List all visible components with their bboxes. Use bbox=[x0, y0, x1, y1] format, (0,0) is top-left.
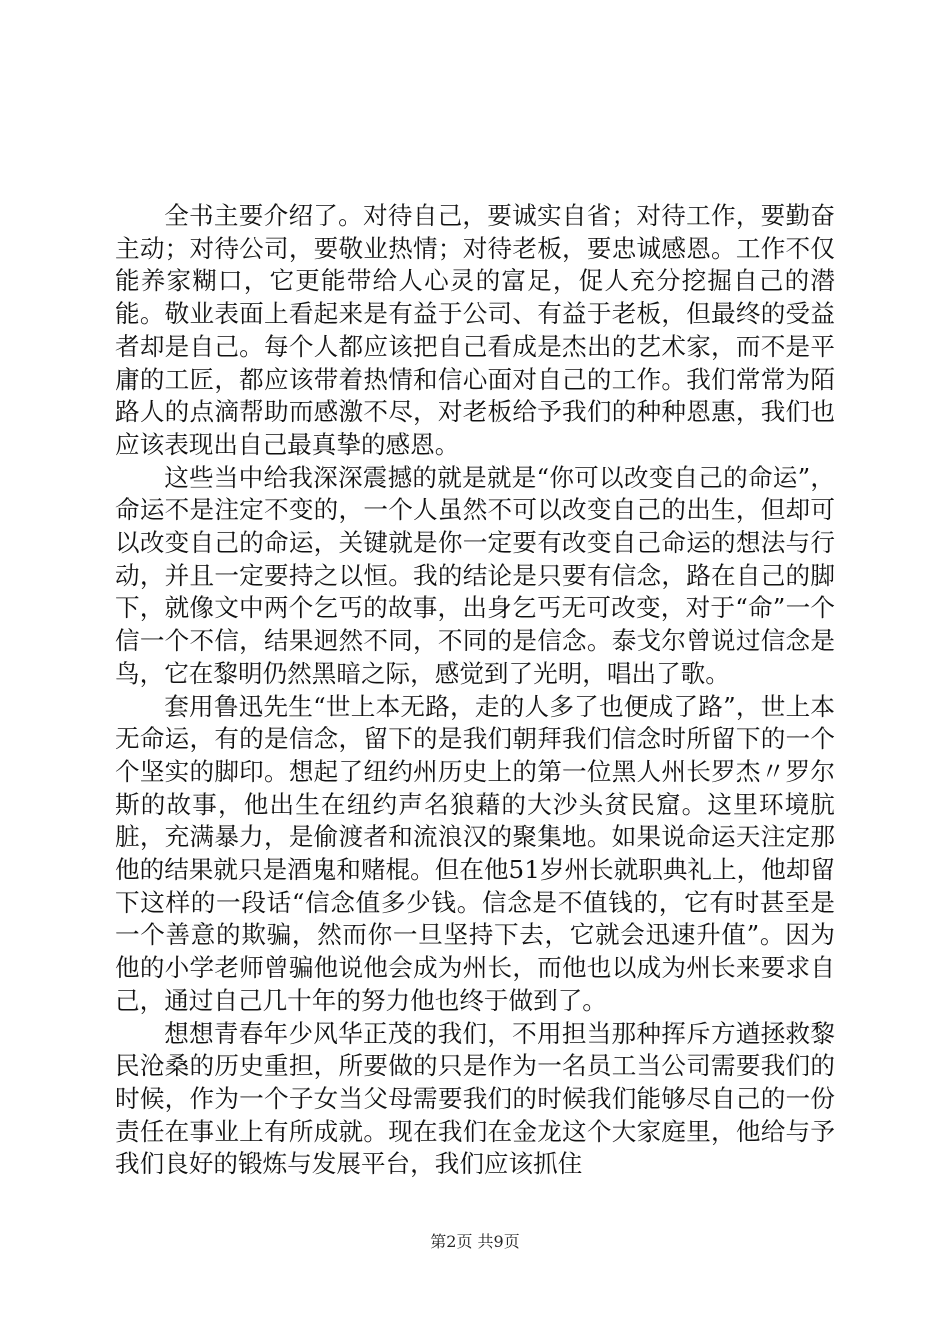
paragraph-1: 全书主要介绍了。对待自己，要诚实自省；对待工作，要勤奋主动；对待公司，要敬业热情；对待老板，要忠诚感恩。工作不仅能养家糊口，它更能带给人心灵的富足，促人充分挖掘自己的潜能。敬业表面上看起来是有益于公司、有益于老板，但最终的受益者却是自己。每个人都应该把自己看成是杰出的艺术家，而不是平庸的工匠，都应该带着热情和信心面对自己的工作。我们常常为陌路人的点滴帮助而感激不尽，对老板给予我们的种种恩惠，我们也应该表现出自己最真挚的感恩。 bbox=[115, 201, 835, 459]
paragraph-3: 套用鲁迅先生“世上本无路，走的人多了也便成了路”，世上本无命运，有的是信念，留下的是我们朝拜我们信念时所留下的一个个坚实的脚印。想起了纽约州历史上的第一位黑人州长罗杰〃罗尔斯的故事，他出生在纽约声名狼藉的大沙头贫民窟。这里环境肮脏，充满暴力，是偷渡者和流浪汉的聚集地。如果说命运天注定那他的结果就只是酒鬼和赌棍。但在他51岁州长就职典礼上，他却留下这样的一段话“信念值多少钱。信念是不值钱的，它有时甚至是一个善意的欺骗，然而你一旦坚持下去，它就会迅速升值”。因为他的小学老师曾骗他说他会成为州长，而他也以成为州长来要求自己，通过自己几十年的努力他也终于做到了。 bbox=[115, 691, 835, 1015]
page-number-footer: 第2页 共9页 bbox=[430, 1232, 520, 1251]
paragraph-2: 这些当中给我深深震撼的就是就是“你可以改变自己的命运”，命运不是注定不变的，一个人虽然不可以改变自己的出生，但却可以改变自己的命运，关键就是你一定要有改变自己命运的想法与行动，并且一定要持之以恒。我的结论是只要有信念，路在自己的脚下，就像文中两个乞丐的故事，出身乞丐无可改变，对于“命”一个信一个不信，结果迥然不同，不同的是信念。泰戈尔曾说过信念是鸟，它在黎明仍然黑暗之际，感觉到了光明，唱出了歌。 bbox=[115, 462, 835, 688]
document-body bbox=[115, 200, 835, 1181]
paragraph-4: 想想青春年少风华正茂的我们，不用担当那种挥斥方遒拯救黎民沧桑的历史重担，所要做的只是作为一名员工当公司需要我们的时候，作为一个子女当父母需要我们的时候我们能够尽自己的一份责任在事业上有所成就。现在我们在金龙这个大家庭里，他给与予我们良好的锻炼与发展平台，我们应该抓住 bbox=[115, 1018, 835, 1179]
